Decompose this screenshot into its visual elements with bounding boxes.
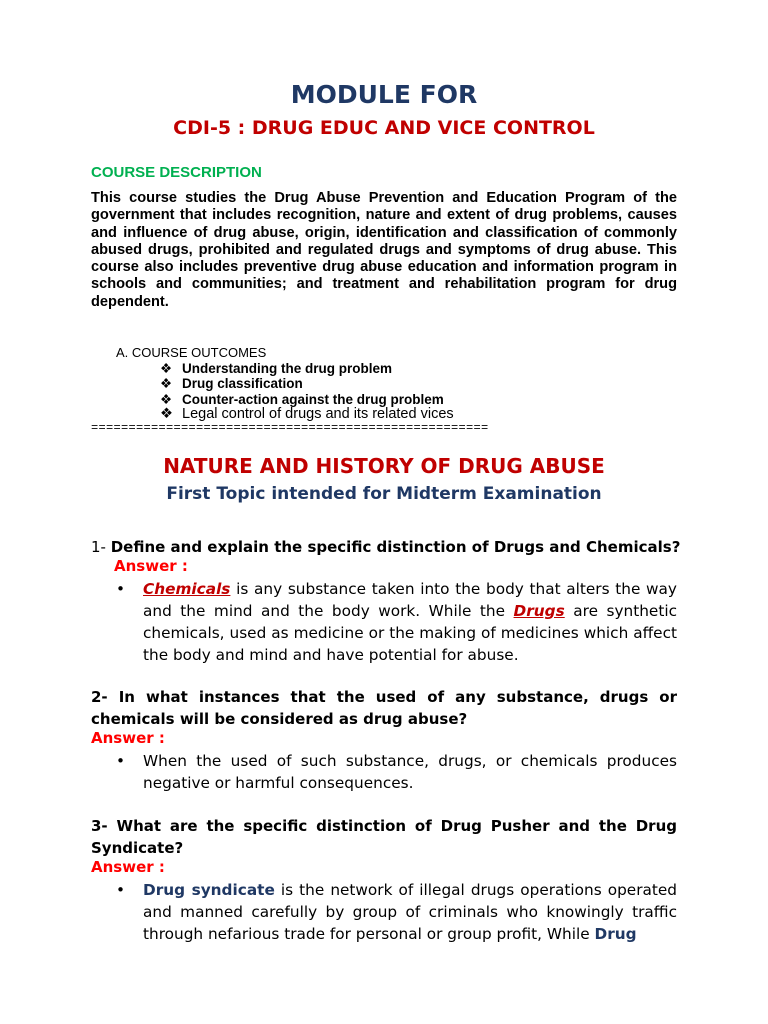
module-title: MODULE FOR	[290, 80, 478, 109]
divider-line: =====================================================	[91, 421, 489, 435]
outcome-item: ❖ Drug classification	[160, 376, 303, 391]
module-subtitle: CDI-5 : DRUG EDUC AND VICE CONTROL	[173, 117, 595, 139]
diamond-bullet-icon: ❖	[160, 392, 173, 407]
answer-label-2: Answer :	[91, 729, 165, 747]
diamond-bullet-icon: ❖	[160, 376, 173, 391]
course-description-text: This course studies the Drug Abuse Prevention and Education Program of the government that includes recognition, nature and extent of drug problems, causes and influence of drug abuse, origin, identification and classification of commonly abused drugs, prohibited and regulated drugs and symptoms of drug abuse. This course also includes preventive drug abuse education and information program in schools and communities; and treatment and rehabilitation program for drug dependent.	[91, 190, 677, 310]
question-3: 3- What are the specific distinction of Drug Pusher and the Drug Syndicate?	[91, 817, 678, 857]
diamond-bullet-icon: ❖	[160, 406, 173, 422]
course-outcomes-label: A. COURSE OUTCOMES	[116, 345, 267, 360]
answer-1-bullet: • Chemicals is any substance taken into the body that alters the way and the mind and the body work. While the Drugs are synthetic chemicals, used as medicine or the making of medicines which affect the body and mind and have potential for abuse.	[116, 580, 677, 664]
bullet-icon: •	[116, 881, 126, 899]
question-1: 1- Define and explain the specific distinction of Drugs and Chemicals?	[91, 538, 681, 556]
question-2: 2- In what instances that the used of any substance, drugs or chemicals will be considered as drug abuse?	[91, 688, 677, 728]
bullet-icon: •	[116, 752, 126, 770]
section-subtitle: First Topic intended for Midterm Examination	[166, 484, 602, 504]
bullet-icon: •	[116, 580, 126, 598]
answer-label-1: Answer :	[114, 557, 188, 575]
section-title: NATURE AND HISTORY OF DRUG ABUSE	[163, 454, 605, 478]
outcome-item: ❖ Legal control of drugs and its related vices	[160, 406, 454, 422]
outcome-item: ❖ Understanding the drug problem	[160, 361, 393, 376]
answer-3-bullet: • Drug syndicate is the network of illegal drugs operations operated and manned carefully by group of criminals who knowingly traffic through nefarious trade for personal or group profit, While Drug	[116, 881, 677, 943]
outcome-item: ❖ Counter-action against the drug problem	[160, 392, 444, 407]
diamond-bullet-icon: ❖	[160, 361, 173, 376]
answer-label-3: Answer :	[91, 858, 165, 876]
answer-2-bullet: • When the used of such substance, drugs, or chemicals produces negative or harmful consequences.	[116, 752, 677, 792]
course-description-label: COURSE DESCRIPTION	[91, 164, 262, 181]
